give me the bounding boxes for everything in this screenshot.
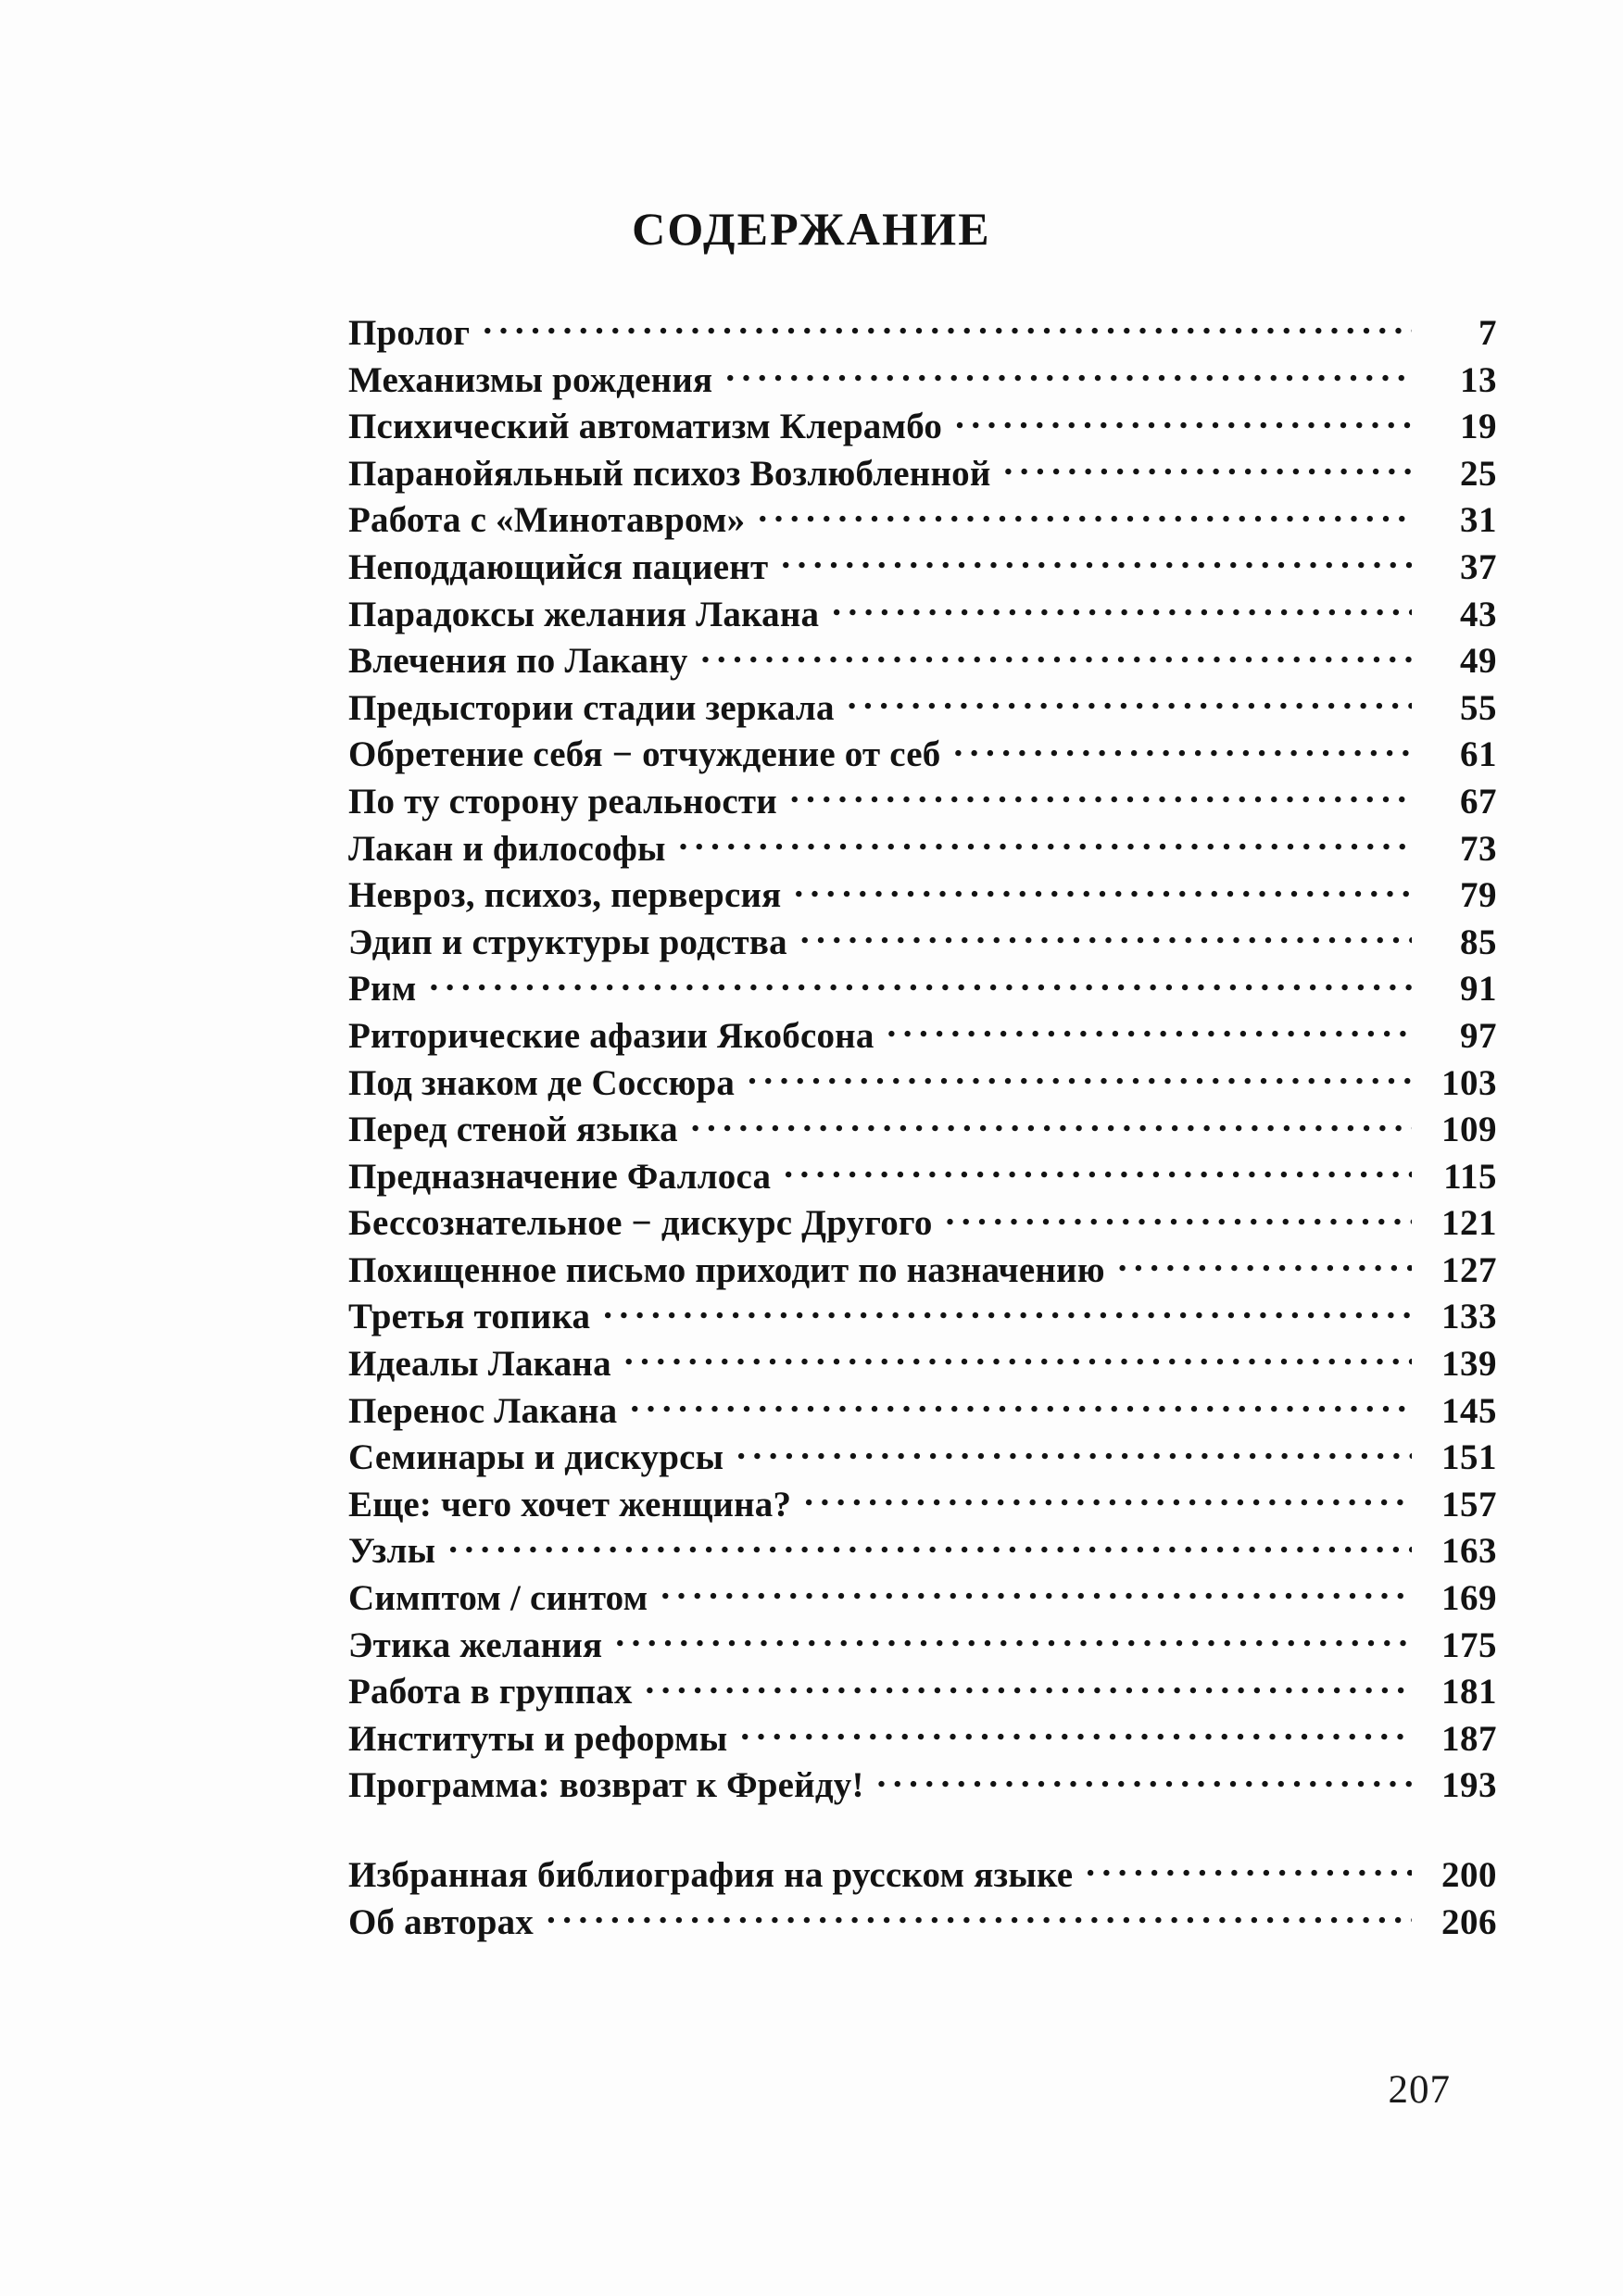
- toc-entry-label: Институты и реформы: [348, 1718, 728, 1759]
- toc-leader-dots: [1004, 449, 1413, 485]
- toc-entry[interactable]: [348, 1433, 1497, 1480]
- toc-entry[interactable]: [348, 777, 1497, 824]
- toc-entry[interactable]: [348, 1105, 1497, 1152]
- toc-leader-dots: [848, 684, 1412, 720]
- toc-leader-dots: [790, 777, 1412, 813]
- toc-entry-page-number: 73: [1460, 828, 1497, 869]
- toc-entry-page-number: 55: [1460, 687, 1497, 728]
- toc-entry-label: Психический автоматизм Клерамбо: [348, 407, 943, 447]
- toc-entry-label: Программа: возврат к Фрейду!: [348, 1765, 864, 1806]
- toc-entry[interactable]: [348, 1386, 1497, 1434]
- toc-entry[interactable]: [348, 1761, 1497, 1808]
- toc-leader-dots: [661, 1574, 1412, 1610]
- toc-entry-label: Неподдающийся пациент: [348, 546, 769, 587]
- toc-entry-label: Третья топика: [348, 1297, 591, 1337]
- toc-entry-page-number: 67: [1460, 781, 1497, 822]
- toc-leader-dots: [781, 543, 1412, 579]
- toc-leader-dots: [701, 636, 1412, 672]
- toc-entry-page-number: 61: [1460, 734, 1497, 775]
- toc-leader-dots: [784, 1152, 1412, 1188]
- toc-entry-label: Симптом / синтом: [348, 1578, 648, 1619]
- toc-entry-label: Рим: [348, 969, 417, 1010]
- toc-entry-label: Идеалы Лакана: [348, 1344, 611, 1385]
- toc-entry-label: Невроз, психоз, перверсия: [348, 875, 782, 916]
- toc-entry[interactable]: [348, 402, 1497, 449]
- toc-leader-dots: [877, 1761, 1412, 1797]
- toc-entry-page-number: 85: [1460, 922, 1497, 962]
- toc-leader-dots: [887, 1011, 1412, 1048]
- toc-entry-label: Избранная библиография на русском языке: [348, 1855, 1074, 1895]
- toc-entry-label: Паранойяльный психоз Возлюбленной: [348, 453, 991, 494]
- toc-entry[interactable]: [348, 1621, 1497, 1668]
- toc-entry-page-number: 13: [1460, 359, 1497, 400]
- toc-leader-dots: [630, 1386, 1412, 1423]
- toc-entry[interactable]: [348, 1480, 1497, 1527]
- toc-entry-page-number: 193: [1441, 1765, 1497, 1806]
- toc-entry[interactable]: [348, 1574, 1497, 1621]
- toc-entry[interactable]: [348, 590, 1497, 637]
- toc-entry[interactable]: [348, 964, 1497, 1011]
- toc-entry[interactable]: [348, 449, 1497, 496]
- toc-entry[interactable]: [348, 543, 1497, 590]
- toc-entry-label: Семинары и дискурсы: [348, 1437, 724, 1478]
- toc-leader-dots: [547, 1898, 1412, 1934]
- toc-entry-page-number: 43: [1460, 594, 1497, 634]
- toc-entry-page-number: 163: [1441, 1531, 1497, 1572]
- toc-entry-page-number: 91: [1460, 969, 1497, 1010]
- toc-entry-label: Под знаком де Соссюра: [348, 1062, 736, 1103]
- toc-entry-label: Перед стеной языка: [348, 1110, 678, 1150]
- page-folio-number: 207: [1388, 2068, 1451, 2112]
- toc-entry[interactable]: [348, 871, 1497, 918]
- toc-entry-page-number: 187: [1441, 1718, 1497, 1759]
- toc-entry[interactable]: [348, 1292, 1497, 1339]
- toc-leader-dots: [804, 1480, 1412, 1516]
- toc-leader-dots: [603, 1292, 1412, 1328]
- toc-entry-label: Об авторах: [348, 1901, 535, 1942]
- toc-entry-label: Еще: чего хочет женщина?: [348, 1484, 792, 1524]
- toc-entry-page-number: 145: [1441, 1390, 1497, 1431]
- toc-entry-page-number: 169: [1441, 1578, 1497, 1619]
- page-title: СОДЕРЖАНИЕ: [632, 203, 991, 255]
- toc-leader-dots: [429, 964, 1412, 1000]
- toc-entry-page-number: 127: [1441, 1249, 1497, 1290]
- toc-entry-page-number: 139: [1441, 1344, 1497, 1385]
- toc-leader-dots: [953, 730, 1412, 766]
- toc-entry-page-number: 25: [1460, 453, 1497, 494]
- toc-entry-label: Лакан и философы: [348, 828, 666, 869]
- toc-entry-page-number: 121: [1441, 1203, 1497, 1244]
- toc-entry-label: Этика желания: [348, 1625, 603, 1665]
- toc-entry-label: По ту сторону реальности: [348, 781, 777, 822]
- toc-entry-label: Похищенное письмо приходит по назначению: [348, 1249, 1105, 1290]
- toc-entry-page-number: 31: [1460, 500, 1497, 541]
- toc-entry-label: Влечения по Лакану: [348, 641, 688, 682]
- toc-entry[interactable]: [348, 1339, 1497, 1386]
- toc-leader-dots: [758, 496, 1412, 532]
- toc-leader-dots: [736, 1433, 1412, 1469]
- toc-entry[interactable]: [348, 1526, 1497, 1574]
- toc-entry-page-number: 79: [1460, 875, 1497, 916]
- toc-entry[interactable]: [348, 730, 1497, 777]
- toc-leader-dots: [725, 356, 1412, 392]
- toc-entry-page-number: 133: [1441, 1297, 1497, 1337]
- toc-leader-dots: [483, 308, 1412, 345]
- toc-entry-page-number: 175: [1441, 1625, 1497, 1665]
- toc-entry-page-number: 109: [1441, 1110, 1497, 1150]
- toc-leader-dots: [646, 1667, 1412, 1703]
- toc-entry-label: Эдип и структуры родства: [348, 922, 787, 962]
- toc-back-matter-entry[interactable]: [348, 1851, 1497, 1898]
- toc-back-matter-entry[interactable]: [348, 1898, 1497, 1945]
- toc-entry-label: Работа с «Минотавром»: [348, 500, 746, 541]
- toc-entry-page-number: 115: [1443, 1156, 1497, 1197]
- toc-entry-label: Механизмы рождения: [348, 359, 713, 400]
- toc-entry-label: Бессознательное − дискурс Другого: [348, 1203, 933, 1244]
- toc-leader-dots: [800, 918, 1412, 954]
- toc-entry[interactable]: [348, 308, 1497, 356]
- toc-entry-label: Предыстории стадии зеркала: [348, 687, 835, 728]
- toc-leader-dots: [448, 1526, 1412, 1562]
- toc-entry-page-number: 157: [1441, 1484, 1497, 1524]
- toc-entry[interactable]: [348, 636, 1497, 684]
- toc-entry-label: Узлы: [348, 1531, 436, 1572]
- toc-entry[interactable]: [348, 824, 1497, 872]
- toc-leader-dots: [748, 1059, 1412, 1095]
- toc-entry[interactable]: [348, 496, 1497, 543]
- toc-leader-dots: [955, 402, 1412, 438]
- toc-entry-label: Перенос Лакана: [348, 1390, 618, 1431]
- toc-entry-label: Риторические афазии Якобсона: [348, 1015, 874, 1056]
- toc-entry-page-number: 200: [1441, 1855, 1497, 1895]
- toc-leader-dots: [624, 1339, 1412, 1375]
- toc-leader-dots: [740, 1714, 1412, 1750]
- toc-entry-page-number: 37: [1460, 546, 1497, 587]
- toc-entry[interactable]: [348, 1059, 1497, 1106]
- toc-leader-dots: [615, 1621, 1412, 1657]
- table-of-contents: [348, 308, 1497, 1944]
- toc-entry-label: Предназначение Фаллоса: [348, 1156, 772, 1197]
- toc-entry[interactable]: [348, 1714, 1497, 1762]
- toc-entry[interactable]: [348, 1152, 1497, 1199]
- toc-entry[interactable]: [348, 356, 1497, 403]
- toc-entry[interactable]: [348, 1246, 1497, 1293]
- toc-leader-dots: [1086, 1851, 1412, 1887]
- toc-entry-page-number: 181: [1441, 1672, 1497, 1713]
- toc-entry[interactable]: [348, 1667, 1497, 1714]
- toc-entry-label: Парадоксы желания Лакана: [348, 594, 820, 634]
- toc-leader-dots: [832, 590, 1412, 626]
- toc-entry[interactable]: [348, 1198, 1497, 1246]
- toc-entry[interactable]: [348, 918, 1497, 965]
- toc-entry[interactable]: [348, 684, 1497, 731]
- toc-entry-page-number: 7: [1478, 313, 1497, 353]
- toc-entry-page-number: 97: [1460, 1015, 1497, 1056]
- toc-entry-page-number: 103: [1441, 1062, 1497, 1103]
- toc-entry[interactable]: [348, 1011, 1497, 1059]
- toc-leader-dots: [691, 1105, 1412, 1141]
- toc-entry-page-number: 49: [1460, 641, 1497, 682]
- toc-leader-dots: [679, 824, 1412, 860]
- toc-entry-page-number: 19: [1460, 407, 1497, 447]
- toc-entry-label: Пролог: [348, 313, 471, 353]
- toc-entry-page-number: 151: [1441, 1437, 1497, 1478]
- toc-entry-page-number: 206: [1441, 1901, 1497, 1942]
- toc-leader-dots: [1118, 1246, 1412, 1282]
- toc-entry-label: Обретение себя − отчуждение от себ: [348, 734, 941, 775]
- toc-leader-dots: [946, 1198, 1412, 1235]
- toc-entry-label: Работа в группах: [348, 1672, 633, 1713]
- toc-leader-dots: [794, 871, 1412, 907]
